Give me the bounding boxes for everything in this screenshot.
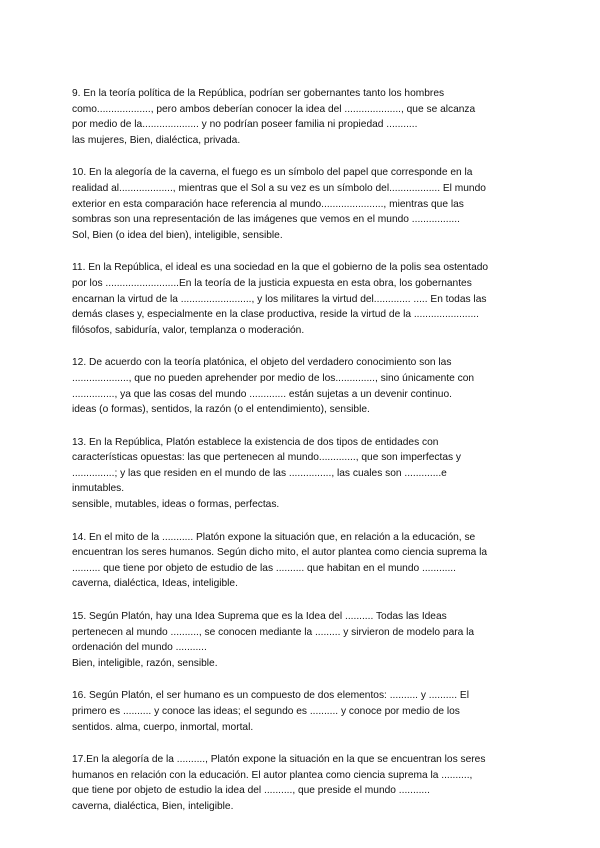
question-11 [72,260,528,338]
question-15 [72,609,528,671]
question-text-line: realidad al..................., mientras que el Sol a su vez es un símbolo del.................. El mundo [72,182,486,194]
question-text-line: 9. En la teoría política de la República, podrían ser gobernantes tanto los hombres [72,88,445,99]
question-text-line: ...................., que no pueden aprehender por medio de los.............., sino únicamente con [72,372,475,384]
question-text-line: ..............., ya que las cosas del mundo ............. están sujetas a un devenir continuo. [72,388,452,400]
question-9 [72,86,528,148]
question-text-line: .......... que tiene por objeto de estudio de las .......... que habitan en el mundo ............ [72,562,456,574]
answer-key-line: ideas (o formas), sentidos, la razón (o el entendimiento), sensible. [72,404,370,416]
question-text-line: 15. Según Platón, hay una Idea Suprema que es la Idea del .......... Todas las Ideas [72,611,447,623]
question-text-line: primero es .......... y conoce las ideas; el segundo es .......... y conoce por medio de los [72,706,460,717]
question-text-line: por medio de la.................... y no podrían poseer familia ni propiedad ........... [72,119,418,131]
question-text-line: como..................., pero ambos deberían conocer la idea del ...................., que se alcanza [72,103,476,115]
question-text-line: ordenación del mundo ........... [72,642,207,654]
question-text-line: sombras son una representación de las imágenes que vemos en el mundo ................. [72,214,460,226]
question-text-line: humanos en relación con la educación. El autor plantea como ciencia suprema la .........., [72,769,473,781]
question-text-line: ...............; y las que residen en el mundo de las ..............., las cuales son .............e [72,467,447,479]
question-text-line: por los ..........................En la teoría de la justicia expuesta en esta obra, los gobernantes [72,277,472,289]
question-17 [72,752,528,814]
question-text-line: que tiene por objeto de estudio la idea del .........., que preside el mundo ........... [72,785,430,797]
question-text-line: 14. En el mito de la ........... Platón expone la situación que, en relación a la educación, se [72,531,476,543]
answer-key-line: caverna, dialéctica, Bien, inteligible. [72,800,234,812]
question-13 [72,435,528,513]
question-text-line: 13. En la República, Platón establece la existencia de dos tipos de entidades con [72,436,439,448]
question-14 [72,530,528,592]
answer-key-line: Sol, Bien (o idea del bien), inteligible, sensible. [72,229,283,241]
answer-key-line: filósofos, sabiduría, valor, templanza o moderación. [72,324,305,336]
question-text-line: exterior en esta comparación hace referencia al mundo......................, mientras que las [72,198,464,210]
question-text-line: características opuestas: las que pertenecen al mundo............., que son imperfectas y [72,452,462,464]
worksheet-page [72,86,528,832]
question-text-line: 12. De acuerdo con la teoría platónica, el objeto del verdadero conocimiento son las [72,357,452,369]
answer-key-line: las mujeres, Bien, dialéctica, privada. [72,134,241,146]
question-text-line: encarnan la virtud de la ........................., y los militares la virtud del............. ..... En todas las [72,293,487,305]
question-16 [72,688,528,735]
question-text-line: encuentran los seres humanos. Según dicho mito, el autor plantea como ciencia suprema la [72,547,488,559]
question-text-line: 10. En la alegoría de la caverna, el fuego es un símbolo del papel que corresponde en la [72,167,473,179]
question-text-line: demás clases y, especialmente en la clase productiva, reside la virtud de la ....................... [72,309,479,321]
question-12 [72,355,528,417]
answer-key-line: Bien, inteligible, razón, sensible. [72,657,218,669]
question-text-line: 11. En la República, el ideal es una sociedad en la que el gobierno de la polis sea ostentado [72,262,489,274]
question-10 [72,165,528,243]
answer-key-line: sentidos. alma, cuerpo, inmortal, mortal. [72,721,254,733]
question-text-line: inmutables. [72,483,125,495]
question-text-line: 16. Según Platón, el ser humano es un compuesto de dos elementos: .......... y .......... El [72,690,469,702]
answer-key-line: sensible, mutables, ideas o formas, perfectas. [72,499,280,511]
answer-key-line: caverna, dialéctica, Ideas, inteligible. [72,578,238,590]
question-text-line: pertenecen al mundo .........., se conocen mediante la ......... y sirvieron de modelo para la [72,626,475,638]
question-text-line: 17.En la alegoría de la .........., Platón expone la situación en la que se encuentran los seres [72,754,486,766]
